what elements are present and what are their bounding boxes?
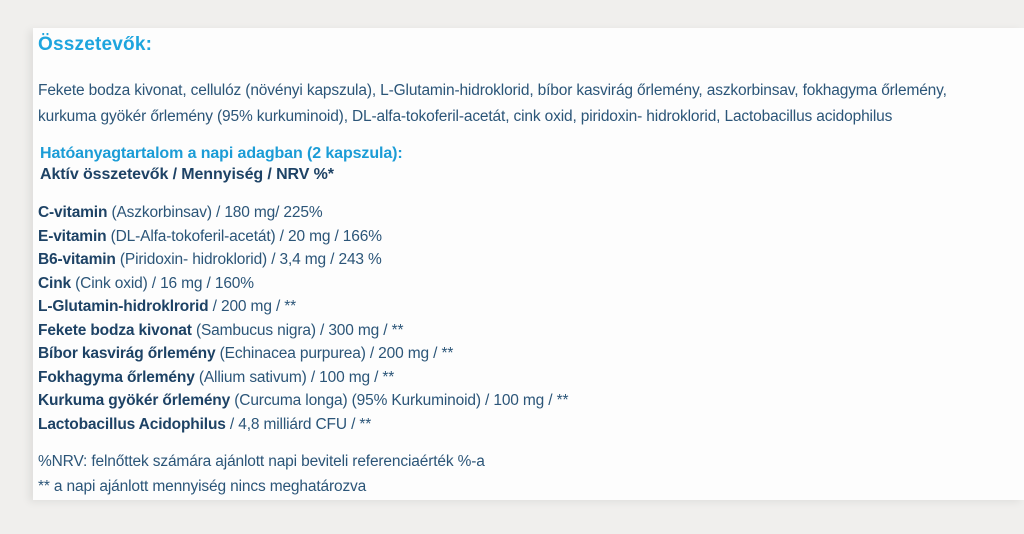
ingredient-row — [38, 413, 994, 437]
ingredient-name: Cink — [38, 274, 71, 292]
ingredient-row — [38, 248, 994, 272]
ingredient-details: (Curcuma longa) (95% Kurkuminoid) / 100 mg / ** — [234, 392, 569, 409]
ingredient-row — [38, 201, 994, 225]
ingredients-table-header: Aktív összetevők / Mennyiség / NRV %* — [40, 166, 334, 183]
ingredient-details: (DL-Alfa-tokoferil-acetát) / 20 mg / 166% — [110, 227, 382, 245]
ingredient-row — [38, 272, 994, 296]
ingredient-name: Fokhagyma őrlemény — [38, 368, 195, 386]
ingredient-name: Fekete bodza kivonat — [38, 321, 192, 339]
undefined-amount-note: ** a napi ajánlott mennyiség nincs meghatározva — [38, 478, 367, 495]
ingredient-row — [38, 389, 994, 413]
footnotes — [38, 449, 994, 499]
ingredients-paragraph: Fekete bodza kivonat, cellulóz (növényi kapszula), L-Glutamin-hidroklorid, bíbor kasvirág őrlemény, aszkorbinsav, fokhagyma őrlemény, kurkuma gyökér őrlemény (95% kurkuminoid), DL-alfa-tokoferil-acetát, cink oxid, piridoxin- hidroklorid, Lactobacillus acidophilus — [38, 82, 947, 125]
ingredient-name: B6-vitamin — [38, 251, 116, 268]
ingredient-name: Kurkuma gyökér őrlemény — [38, 392, 231, 409]
ingredient-details: (Cink oxid) / 16 mg / 160% — [75, 274, 254, 292]
dosage-heading: Hatóanyagtartalom a napi adagban (2 kapszula): — [40, 145, 403, 162]
ingredient-details: (Allium sativum) / 100 mg / ** — [198, 368, 395, 386]
ingredient-row — [38, 225, 994, 249]
nrv-note: %NRV: felnőttek számára ajánlott napi beviteli referenciaérték %-a — [38, 453, 485, 470]
ingredient-row — [38, 366, 994, 390]
ingredient-name: L-Glutamin-hidroklrorid — [38, 298, 209, 315]
ingredient-name: E-vitamin — [38, 227, 107, 245]
ingredient-details: / 4,8 milliárd CFU / ** — [229, 415, 372, 433]
section-title: Összetevők: — [38, 34, 153, 55]
ingredient-row — [38, 295, 994, 319]
ingredient-details: (Sambucus nigra) / 300 mg / ** — [195, 321, 404, 339]
ingredient-name: Bíbor kasvirág őrlemény — [38, 345, 216, 362]
ingredient-details: (Aszkorbinsav) / 180 mg/ 225% — [111, 204, 323, 221]
active-ingredients-list — [38, 201, 994, 436]
ingredient-row — [38, 342, 994, 366]
ingredient-row — [38, 319, 994, 343]
ingredient-name: Lactobacillus Acidophilus — [38, 415, 226, 433]
ingredients-panel — [33, 28, 1024, 500]
ingredient-details: (Echinacea purpurea) / 200 mg / ** — [219, 345, 454, 362]
ingredient-details: / 200 mg / ** — [212, 298, 297, 315]
ingredient-name: C-vitamin — [38, 204, 108, 221]
ingredient-details: (Piridoxin- hidroklorid) / 3,4 mg / 243 % — [119, 251, 382, 268]
